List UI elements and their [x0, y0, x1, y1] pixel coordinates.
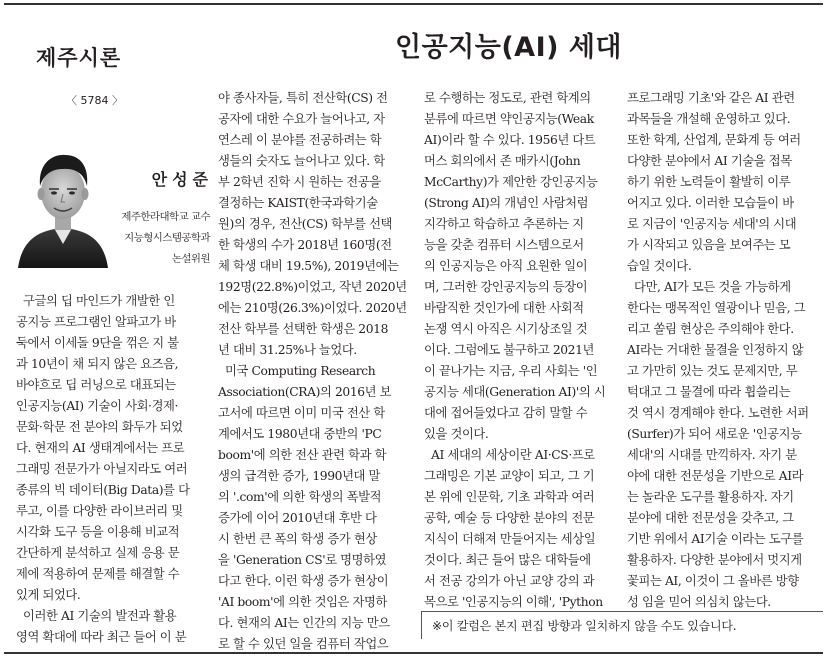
body-text-line: 그래밍은 기본 교양이 되고, 그 기	[424, 469, 595, 483]
body-text-line: 'AI boom'에 의한 것임은 자명하	[218, 595, 387, 609]
bottom-rule	[4, 652, 823, 654]
body-text-line: 의 인공지능은 아직 요원한 일이	[424, 259, 588, 273]
body-text-line: 성 임을 믿어 의심치 않는다.	[627, 595, 771, 609]
body-text-line: 문화·학문 전 분야의 화두가 되었	[16, 420, 183, 434]
author-affiliation	[121, 207, 210, 270]
body-text-line: 머스 회의에서 존 매카시(John	[424, 154, 581, 168]
body-text-line: 서 전공 강의가 아닌 교양 강의 과	[424, 574, 595, 588]
body-text-line: 로 지금이 '인공지능 세대'의 시대	[627, 217, 797, 231]
body-text-line: 대에 접어들었다고 감히 말할 수	[424, 406, 588, 420]
body-text-line: 공지능 프로그램인 알파고가 바	[16, 315, 176, 329]
body-text-line: 것 역시 경계해야 한다. 노련한 서퍼	[627, 406, 809, 420]
body-text-line: 본 위에 인문학, 기초 과학과 여러	[424, 490, 595, 504]
body-text-line: 습일 것이다.	[627, 259, 692, 273]
body-column-3	[424, 88, 620, 613]
body-text-line: 꽃피는 AI, 이것이 그 올바른 방향	[627, 574, 799, 588]
body-text-line: 야 종사자들, 특히 전산학(CS) 전	[218, 91, 388, 105]
body-text-line: 프로그래밍 기초'와 같은 AI 관련	[627, 91, 795, 105]
body-text-line: 에는 210명(26.3%)이었다. 2020년	[218, 301, 407, 315]
body-text-line: 기반 위에서 AI기술 이라는 도구를	[627, 532, 804, 546]
body-text-line: 부 2학년 진학 시 원하는 전공을	[218, 175, 381, 189]
body-text-line: 시각화 도구 등을 이용해 비교적	[16, 525, 180, 539]
body-text-line: 공지능 세대(Generation AI)'의 시	[424, 385, 606, 399]
top-rule	[4, 3, 823, 5]
body-text-line: 미국 Computing Research	[218, 364, 376, 378]
body-text-line: Association(CRA)의 2016년 보	[218, 385, 392, 399]
body-text-line: 는 놀라운 도구를 활용하자. 자기	[627, 490, 794, 504]
body-text-line: 원)의 경우, 전산(CS) 학부를 선택	[218, 217, 393, 231]
body-text-line: 종류의 빅 데이터(Big Data)를 다	[16, 483, 190, 497]
body-text-line: 한다는 맹목적인 열광이나 믿음, 그	[627, 301, 806, 315]
body-text-line: 시 한번 큰 폭의 학생 증가 현상	[218, 532, 377, 546]
editorial-disclaimer: ※이 칼럼은 본지 편집 방향과 일치하지 않을 수도 있습니다.	[421, 611, 823, 639]
body-column-1	[16, 291, 208, 648]
body-text-line: AI 세대의 세상이란 AI·CS·프로	[424, 448, 595, 462]
body-text-line: 것이다. 최근 들어 많은 대학들에	[424, 553, 591, 567]
body-text-line: 생들의 숫자도 늘어나고 있다. 학	[218, 154, 385, 168]
body-text-line: 이다. 그럼에도 불구하고 2021년	[424, 343, 594, 357]
body-text-line: 지각하고 학습하고 추론하는 지	[424, 217, 584, 231]
body-text-line: 영역 확대에 따라 최근 들어 이 분	[16, 630, 187, 644]
author-title-line: 논설위원	[171, 253, 210, 265]
body-text-line: 이러한 AI 기술의 발전과 활용	[16, 609, 177, 623]
author-name: 안성준	[151, 170, 213, 189]
body-text-line: McCarthy)가 제안한 강인공지능	[424, 175, 598, 189]
body-text-line: 둑에서 이세돌 9단을 꺾은 지 불	[16, 336, 179, 350]
body-text-line: 로 할 수 있던 일을 컴퓨터 작업으	[218, 637, 389, 651]
body-text-line: 있을 것이다.	[424, 427, 489, 441]
body-text-line: 다고 한다. 이런 학생 증가 현상이	[218, 574, 389, 588]
body-text-line: 야에 대한 전문성을 기반으로 AI라	[627, 469, 804, 483]
column-serial-number: 〈 5784 〉	[66, 94, 123, 107]
body-text-line: 다. 현재의 AI 생태계에서는 프로	[16, 441, 185, 455]
body-text-line: 간단하게 분석하고 실제 응용 문	[16, 546, 180, 560]
headline: 인공지능(AI) 세대	[395, 32, 623, 63]
body-text-line: 분류에 따르면 약인공지능(Weak	[424, 112, 594, 126]
body-text-line: AI)이라 할 수 있다. 1956년 다트	[424, 133, 596, 147]
body-text-line: 다. 현재의 AI는 인간의 지능 만으	[218, 616, 390, 630]
body-text-line: 제에 적용하여 문제를 해결할 수	[16, 567, 180, 581]
body-text-line: 과 10년이 채 되지 않은 요즈음,	[16, 357, 179, 371]
body-text-line: 년 대비 31.25%나 늘었다.	[218, 343, 357, 357]
body-text-line: 공학, 예술 등 다양한 분야의 전문	[424, 511, 595, 525]
body-text-line: 고 가만히 있는 것도 문제지만, 무	[627, 364, 798, 378]
body-text-line: 결정하는 KAIST(한국과학기술	[218, 196, 378, 210]
body-text-line: 활용하자. 다양한 분야에서 멋지게	[627, 553, 802, 567]
body-text-line: (Surfer)가 되어 새로운 '인공지능	[627, 427, 802, 441]
body-text-line: 을 'Generation CS'로 명명하였	[218, 553, 387, 567]
body-text-line: 또한 학계, 산업계, 문화계 등 여러	[627, 133, 801, 147]
author-title-line: 제주한라대학교 교수	[121, 211, 210, 223]
author-portrait-image	[16, 144, 110, 268]
body-text-line: 체 학생 대비 19.5%), 2019년에는	[218, 259, 399, 273]
body-text-line: boom'에 의한 전산 관련 학과 학	[218, 448, 387, 462]
body-text-line: 계에서도 1980년대 중반의 'PC	[218, 427, 382, 441]
body-text-line: 다만, AI가 모든 것을 가능하게	[627, 280, 791, 294]
body-text-line: 어지고 있다. 이러한 모습들이 바	[627, 196, 794, 210]
author-title-line: 지능형시스템공학과	[124, 232, 210, 244]
body-text-line: 한 학생의 수가 2018년 160명(전	[218, 238, 392, 252]
column-name: 제주시론	[36, 46, 122, 70]
author-photo	[16, 144, 110, 268]
body-text-line: 있게 되었다.	[16, 588, 81, 602]
body-text-line: 과목들을 개설해 운영하고 있다.	[627, 112, 791, 126]
body-text-line: 바야흐로 딥 러닝으로 대표되는	[16, 378, 176, 392]
body-text-line: 논쟁 역시 아직은 시기상조일 것	[424, 322, 588, 336]
body-text-line: 공자에 대한 수요가 늘어나고, 자	[218, 112, 385, 126]
body-text-line: 다양한 분야에서 AI 기술을 접목	[627, 154, 792, 168]
body-column-2	[218, 88, 414, 655]
body-text-line: 루고, 이를 다양한 라이브러리 및	[16, 504, 183, 518]
body-text-line: 의 '.com'에 의한 학생의 폭발적	[218, 490, 382, 504]
body-text-line: 고서에 따르면 이미 미국 전산 학	[218, 406, 385, 420]
body-text-line: 가 시작되고 있음을 보여주는 모	[627, 238, 791, 252]
body-text-line: 증가에 이어 2010년대 후반 다	[218, 511, 377, 525]
body-text-line: 리고 쏠림 현상은 주의해야 한다.	[627, 322, 794, 336]
body-text-line: 하기 위한 노력들이 활발히 이루	[627, 175, 791, 189]
body-text-line: 192명(22.8%)이었고, 작년 2020년	[218, 280, 407, 294]
body-text-line: 전산 학부를 선택한 학생은 2018	[218, 322, 388, 336]
body-text-line: 그래밍 전문가가 아닐지라도 여러	[16, 462, 188, 476]
body-text-line: 분야에 대한 전문성을 갖추고, 그	[627, 511, 794, 525]
body-text-line: 바람직한 것인가에 대한 사회적	[424, 301, 584, 315]
body-text-line: 지식이 더해져 만들어지는 세상일	[424, 532, 596, 546]
body-text-line: 연스레 이 분야를 전공하려는 학	[218, 133, 382, 147]
body-text-line: 인공지능(AI) 기술이 사회·경제·	[16, 399, 179, 413]
body-text-line: 이 끝나가는 지금, 우리 사회는 '인	[424, 364, 598, 378]
body-text-line: (Strong AI)의 개념인 사람처럼	[424, 196, 589, 210]
body-text-line: 능을 갖춘 컴퓨터 시스템으로서	[424, 238, 584, 252]
body-text-line: 구글의 딥 마인드가 개발한 인	[16, 294, 175, 308]
body-text-line: AI라는 거대한 물결을 인정하지 않	[627, 343, 804, 357]
body-text-line: 며, 그러한 강인공지능의 등장이	[424, 280, 588, 294]
body-column-4	[627, 88, 819, 613]
body-text-line: 턱대고 그 물결에 따라 휩쓸리는	[627, 385, 791, 399]
body-text-line: 생의 급격한 증가, 1990년대 말	[218, 469, 381, 483]
body-text-line: 목으로 '인공지능의 이해', 'Python	[424, 595, 603, 609]
body-text-line: 세대'의 시대를 만끽하자. 자기 분	[627, 448, 797, 462]
body-text-line: 로 수행하는 정도로, 관련 학계의	[424, 91, 591, 105]
